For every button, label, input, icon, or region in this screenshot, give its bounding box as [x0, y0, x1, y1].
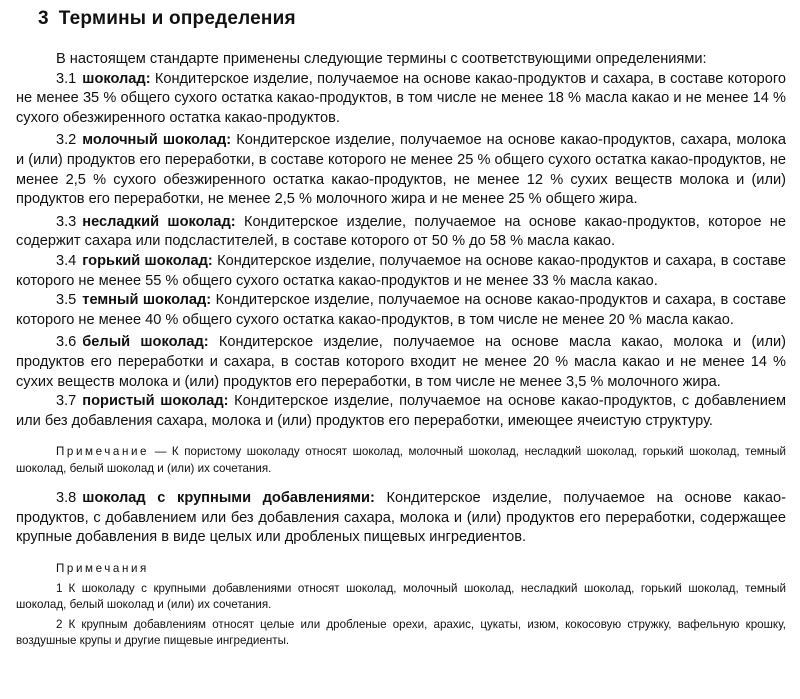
- section-number: 3: [38, 8, 49, 29]
- notes-item: [16, 581, 786, 614]
- term-number: 3.5: [56, 292, 77, 309]
- term-definition: Кондитерское изделие, получаемое на основе какао-продуктов, сахара, молока и (или) продуктов его переработки, в составе которого не менее 25 % общего сухого остатка какао-продуктов, не менее 2,5 % сухого обезжиренного остатка какао-продуктов, не менее 12 % сухих веществ молока и (или) продуктов его переработки, не менее 2,5 % молочного жира и не менее 25 % общего жира.: [16, 132, 786, 208]
- term-3-8: [16, 489, 786, 548]
- term-number: 3.4: [56, 252, 77, 269]
- term-name: белый шоколад:: [82, 334, 209, 351]
- note-3-7: [16, 444, 786, 477]
- note-text: — К пористому шоколаду относят шоколад, молочный шоколад, несладкий шоколад, горький шоколад, темный шоколад, белый шоколад и (или) их сочетания.: [16, 445, 786, 475]
- section-heading: [38, 6, 786, 36]
- term-definition: Кондитерское изделие, получаемое на основе какао-продуктов и сахара, в составе которого не менее 35 % общего сухого остатка какао-продуктов, в том числе не менее 18 % масла какао и не менее 14 % сухого обезжиренного остатка какао-продуктов.: [16, 70, 786, 126]
- term-3-5: [16, 291, 786, 330]
- notes-3-8: [16, 561, 786, 650]
- term-definition: Кондитерское изделие, получаемое на основе какао-продуктов и сахара, в составе которого не менее 55 % общего сухого остатка какао-продуктов и не менее 33 % масла какао.: [16, 252, 787, 289]
- term-name: шоколад с крупными добавлениями:: [82, 490, 375, 507]
- notes-item-number: 2: [56, 617, 63, 631]
- section-intro: В настоящем стандарте применены следующие термины с соответствующими определениями:: [56, 51, 707, 67]
- term-3-7: [16, 392, 786, 431]
- notes-item: [16, 617, 786, 650]
- term-definition: Кондитерское изделие, получаемое на основе какао-продуктов и сахара, в составе которого не менее 40 % общего сухого остатка какао-продуктов, в том числе не менее 20 % масла какао.: [16, 292, 787, 328]
- term-name: несладкий шоколад:: [82, 213, 236, 230]
- term-number: 3.3: [56, 213, 77, 230]
- term-number: 3.2: [56, 132, 77, 149]
- term-name: шоколад:: [82, 70, 151, 87]
- term-number: 3.6: [56, 334, 77, 351]
- term-definition: Кондитерское изделие, получаемое на основе какао-продуктов, с добавлением или без добавления сахара, молока и (или) продуктов его переработки, имеющее ячеистую структуру.: [16, 393, 787, 429]
- note-label: Примечание: [56, 445, 150, 459]
- notes-title: Примечания: [56, 562, 149, 576]
- term-3-1: [16, 70, 786, 129]
- term-number: 3.1: [56, 70, 77, 87]
- term-number: 3.8: [56, 490, 77, 507]
- term-3-2: [16, 131, 786, 209]
- section-title: Термины и определения: [58, 8, 296, 29]
- notes-item-number: 1: [56, 581, 63, 595]
- term-number: 3.7: [56, 393, 77, 410]
- term-definition: Кондитерское изделие, получаемое на основе какао-продуктов, с добавлением или без добавления сахара, молока и (или) продуктов его переработки, содержащее крупные добавления в виде целых или дробленых пищевых ингредиентов.: [16, 490, 786, 546]
- notes-item-text: К крупным добавлениям относят целые или дробленые орехи, арахис, цукаты, изюм, кокосовую стружку, вафельную крошку, воздушные крупы и другие пищевые ингредиенты.: [16, 617, 786, 648]
- term-definition: Кондитерское изделие, получаемое на основе масла какао, молока и (или) продуктов его переработки и сахара, в состав которого входит не менее 20 % масла какао и не менее 14 % сухих веществ молока и (или) продуктов его переработки, в том числе не менее 3,5 % молочного жира.: [16, 334, 786, 390]
- notes-item-text: К шоколаду с крупными добавлениями относят шоколад, молочный шоколад, несладкий шоколад, горький шоколад, темный шоколад, белый шоколад и (или) их сочетания.: [16, 581, 786, 612]
- term-name: пористый шоколад:: [82, 393, 229, 410]
- term-definition: Кондитерское изделие, получаемое на основе какао-продуктов, которое не содержит сахара или подсластителей, в составе которого от 50 % до 58 % масла какао.: [16, 213, 786, 250]
- term-name: горький шоколад:: [82, 252, 213, 269]
- term-name: молочный шоколад:: [82, 132, 232, 149]
- term-3-6: [16, 333, 786, 392]
- term-3-4: [16, 252, 786, 291]
- term-name: темный шоколад:: [82, 292, 212, 309]
- term-3-3: [16, 213, 786, 252]
